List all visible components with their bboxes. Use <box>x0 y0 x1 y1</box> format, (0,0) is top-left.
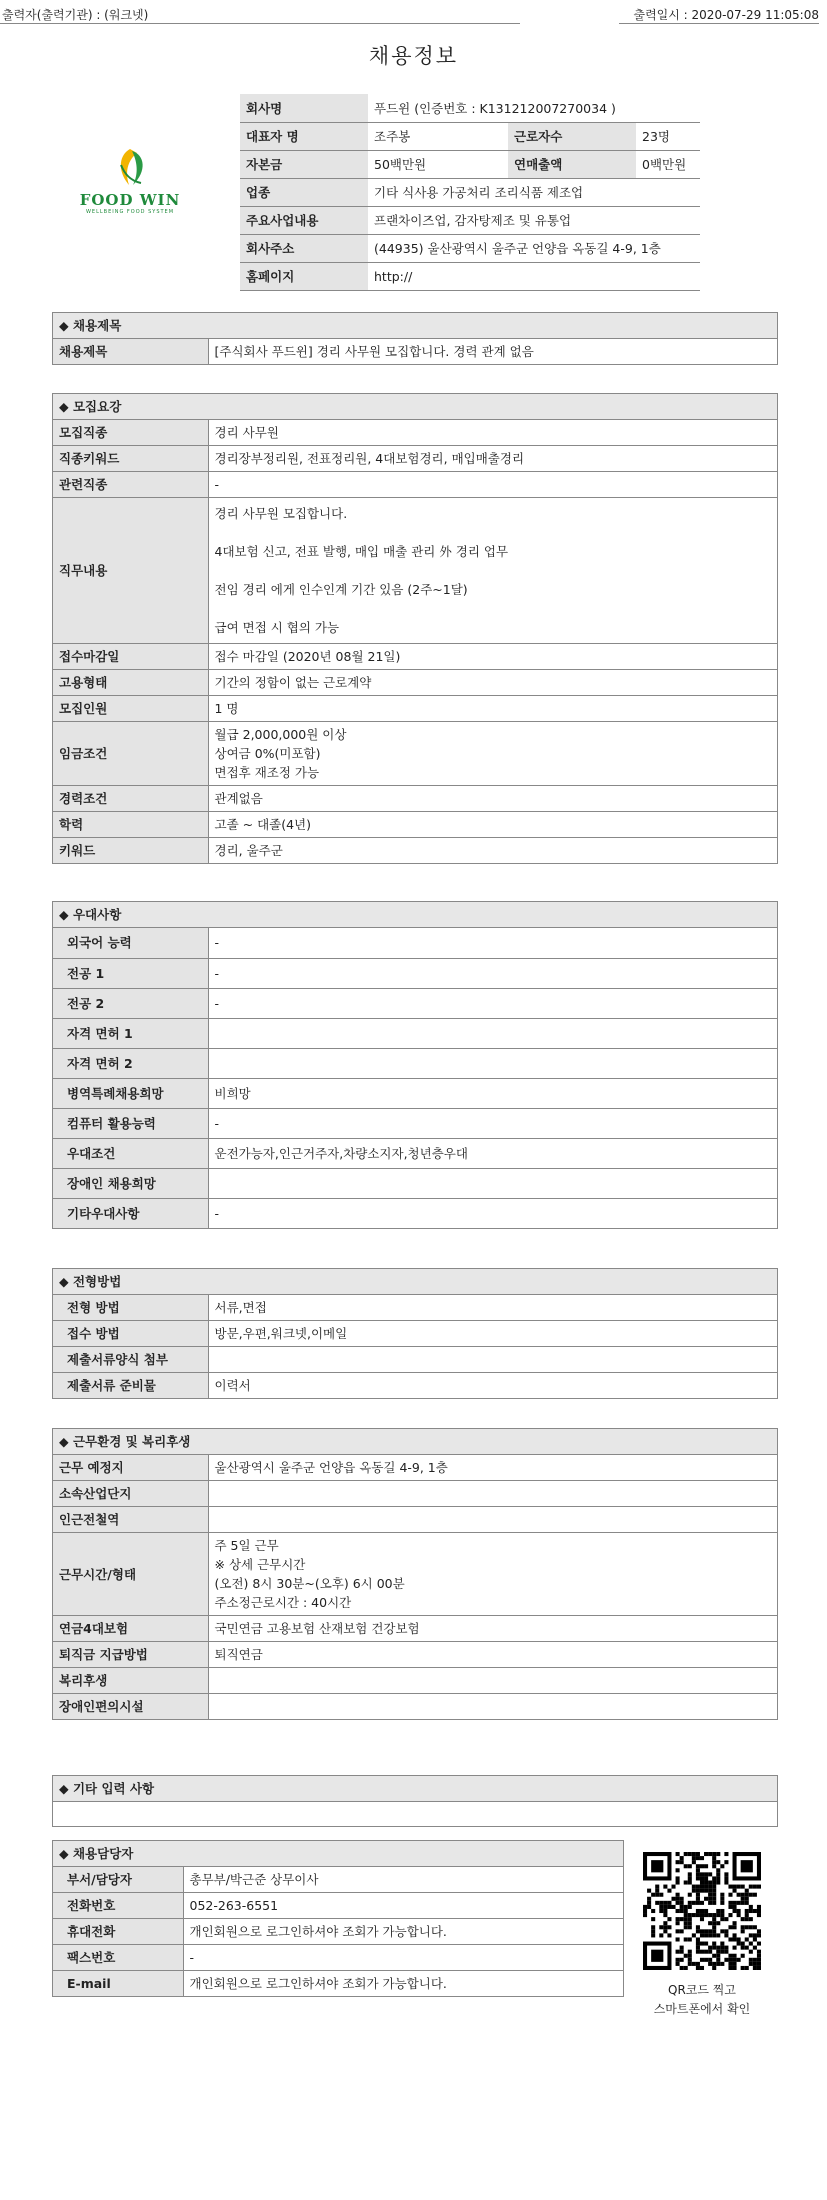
row-label: 기타우대사항 <box>53 1198 208 1228</box>
qr-code-icon[interactable] <box>643 1852 761 1970</box>
value-line: - <box>214 477 220 492</box>
row-label: 장애인편의시설 <box>53 1694 208 1720</box>
row-label: 인근전철역 <box>53 1507 208 1533</box>
row-label: 키워드 <box>53 838 208 864</box>
table-row <box>53 1373 777 1399</box>
other-section <box>52 1775 778 1827</box>
value-line: - <box>214 965 220 981</box>
page-title: 채용정보 <box>368 44 459 68</box>
row-label: 접수 방법 <box>53 1321 208 1347</box>
row-value <box>208 786 777 812</box>
table-row <box>53 1048 777 1078</box>
row-value <box>208 696 777 722</box>
row-label: 고용형태 <box>53 670 208 696</box>
value-line: 경리 사무원 모집합니다. <box>214 506 348 521</box>
row-value <box>208 1642 777 1668</box>
company-name-label: 회사명 <box>240 94 368 122</box>
value-line <box>215 1350 772 1369</box>
table-row <box>53 1945 623 1971</box>
value-line: 개인회원으로 로그인하셔야 조회가 가능합니다. <box>189 1924 447 1939</box>
row-value <box>208 812 777 838</box>
table-row <box>53 928 777 958</box>
section-heading: ◆ 기타 입력 사항 <box>53 1776 777 1802</box>
value-line: 기간의 정함이 없는 근로계약 <box>214 675 372 690</box>
capital-label: 자본금 <box>240 150 368 178</box>
value-line: 울산광역시 울주군 언양읍 옥동길 4-9, 1층 <box>214 1460 448 1475</box>
table-row <box>53 1867 623 1893</box>
row-label: 제출서류 준비물 <box>53 1373 208 1399</box>
row-value <box>208 1616 777 1642</box>
row-value <box>208 1018 777 1048</box>
value-line: 월급 2,000,000원 이상 <box>214 727 347 742</box>
value-line: 4대보험 신고, 전표 발행, 매입 매출 관리 外 경리 업무 <box>214 544 509 559</box>
row-label: 소속산업단지 <box>53 1481 208 1507</box>
value-line: 경리, 울주군 <box>214 843 283 858</box>
row-value <box>208 1321 777 1347</box>
row-value <box>208 1138 777 1168</box>
table-row <box>53 1295 777 1321</box>
table-row <box>53 1481 777 1507</box>
homepage-link[interactable]: http:// <box>368 262 700 290</box>
value-line <box>215 523 772 542</box>
row-value <box>208 988 777 1018</box>
capital-value: 50백만원 <box>368 150 508 178</box>
row-value <box>183 1893 623 1919</box>
row-label: 직종키워드 <box>53 446 208 472</box>
value-line <box>215 1484 772 1503</box>
table-row <box>53 420 777 446</box>
table-row <box>53 670 777 696</box>
value-line: ※ 상세 근무시간 <box>214 1557 306 1572</box>
food-win-leaf-icon <box>107 145 153 189</box>
value-line: 고졸 ~ 대졸(4년) <box>214 817 312 832</box>
table-row <box>53 472 777 498</box>
table-row <box>53 958 777 988</box>
table-row <box>53 1668 777 1694</box>
table-row <box>53 812 777 838</box>
row-value <box>208 1048 777 1078</box>
row-label: 외국어 능력 <box>53 928 208 958</box>
row-label: 학력 <box>53 812 208 838</box>
sales-label: 연매출액 <box>508 150 636 178</box>
value-line: - <box>214 995 220 1011</box>
table-row <box>53 786 777 812</box>
value-line: 서류,면접 <box>214 1300 267 1315</box>
address-value: (44935) 울산광역시 울주군 언양읍 옥동길 4-9, 1층 <box>368 234 700 262</box>
table-row <box>53 1455 777 1481</box>
value-line <box>215 1024 772 1043</box>
row-label: 연금4대보험 <box>53 1616 208 1642</box>
row-value <box>208 472 777 498</box>
value-line: 면접후 재조정 가능 <box>214 765 320 780</box>
qr-block <box>640 1852 764 2019</box>
row-label: 전화번호 <box>53 1893 183 1919</box>
value-line <box>215 1671 772 1690</box>
homepage-label: 홈페이지 <box>240 262 368 290</box>
row-label: 병역특례채용희망 <box>53 1078 208 1108</box>
row-label: 임금조건 <box>53 722 208 786</box>
row-value <box>183 1919 623 1945</box>
row-value: [주식회사 푸드윈] 경리 사무원 모집합니다. 경력 관계 없음 <box>214 344 534 359</box>
table-row <box>53 838 777 864</box>
row-label: 근무시간/형태 <box>53 1533 208 1616</box>
value-line: 전임 경리 에게 인수인계 기간 있음 (2주~1달) <box>214 582 468 597</box>
value-line: 주소정근로시간 : 40시간 <box>214 1595 352 1610</box>
row-value <box>183 1945 623 1971</box>
table-row <box>53 1198 777 1228</box>
value-line: 급여 면접 시 협의 가능 <box>214 620 340 635</box>
industry-value: 기타 식사용 가공처리 조리식품 제조업 <box>368 178 700 206</box>
row-value <box>208 722 777 786</box>
row-label: 전공 1 <box>53 958 208 988</box>
row-value <box>183 1867 623 1893</box>
row-label: 접수마감일 <box>53 644 208 670</box>
value-line: - <box>214 935 220 951</box>
employees-value: 23명 <box>636 122 700 150</box>
table-row <box>53 1642 777 1668</box>
section-heading: ◆ 우대사항 <box>53 902 777 928</box>
table-row <box>53 498 777 644</box>
company-name: 푸드윈 (인증번호 : K131212007270034 ) <box>368 94 700 122</box>
value-line: 상여금 0%(미포함) <box>214 746 321 761</box>
printed-by: 출력자(출력기관) : (워크넷) <box>2 8 149 22</box>
row-label: 복리후생 <box>53 1668 208 1694</box>
value-line <box>215 1510 772 1529</box>
value-line: 주 5일 근무 <box>214 1538 279 1553</box>
table-row <box>53 446 777 472</box>
row-value <box>208 498 777 644</box>
value-line <box>215 599 772 618</box>
table-row <box>53 1694 777 1720</box>
table-row <box>53 988 777 1018</box>
value-line: 관계없음 <box>214 791 263 806</box>
business-value: 프랜차이즈업, 감자탕제조 및 유통업 <box>368 206 700 234</box>
row-value <box>208 928 777 958</box>
value-line: - <box>214 1115 220 1131</box>
company-logo <box>60 145 200 225</box>
table-row <box>53 1321 777 1347</box>
row-value <box>208 1373 777 1399</box>
row-label: 퇴직금 지급방법 <box>53 1642 208 1668</box>
row-value <box>208 1078 777 1108</box>
row-label: 우대조건 <box>53 1138 208 1168</box>
row-label: 모집인원 <box>53 696 208 722</box>
table-row <box>53 1168 777 1198</box>
row-label: 경력조건 <box>53 786 208 812</box>
value-line: 경리 사무원 <box>214 425 279 440</box>
logo-brand: FOOD WIN <box>79 191 181 209</box>
row-value <box>183 1971 623 1997</box>
header-rule <box>0 23 520 24</box>
row-label: 자격 면허 2 <box>53 1048 208 1078</box>
table-row <box>53 1347 777 1373</box>
row-value <box>208 420 777 446</box>
employees-label: 근로자수 <box>508 122 636 150</box>
value-line: 총무부/박근준 상무이사 <box>189 1872 319 1887</box>
company-info-table <box>240 94 700 291</box>
value-line: 운전가능자,인근거주자,차량소지자,청년층우대 <box>214 1145 468 1161</box>
value-line: 접수 마감일 (2020년 08월 21일) <box>214 649 401 664</box>
table-row <box>53 1919 623 1945</box>
value-line: 퇴직연금 <box>214 1647 263 1662</box>
industry-label: 업종 <box>240 178 368 206</box>
value-line: 개인회원으로 로그인하셔야 조회가 가능합니다. <box>189 1976 447 1991</box>
row-value <box>208 1694 777 1720</box>
row-value <box>208 1481 777 1507</box>
value-line: - <box>214 1205 220 1221</box>
ceo-label: 대표자 명 <box>240 122 368 150</box>
table-row <box>53 1138 777 1168</box>
table-row <box>53 1893 623 1919</box>
table-row <box>53 722 777 786</box>
table-row <box>53 1971 623 1997</box>
preferences-section <box>52 901 778 1229</box>
section-heading: ◆ 채용담당자 <box>53 1841 623 1867</box>
contact-section <box>52 1840 624 1997</box>
table-row <box>53 696 777 722</box>
row-label: 전공 2 <box>53 988 208 1018</box>
row-label: 팩스번호 <box>53 1945 183 1971</box>
row-label: 직무내용 <box>53 498 208 644</box>
logo-tagline: WELLBEING FOOD SYSTEM <box>85 209 175 215</box>
row-label: 휴대전화 <box>53 1919 183 1945</box>
value-line: 비희망 <box>214 1085 251 1101</box>
sales-value: 0백만원 <box>636 150 700 178</box>
job-title-section <box>52 312 778 365</box>
row-value <box>208 1347 777 1373</box>
table-row <box>53 1533 777 1616</box>
header-rule-right <box>619 23 819 24</box>
row-value <box>208 670 777 696</box>
value-line: - <box>189 1950 195 1965</box>
table-row <box>53 1507 777 1533</box>
value-line: 1 명 <box>214 701 239 716</box>
business-label: 주요사업내용 <box>240 206 368 234</box>
printed-at: 출력일시 : 2020-07-29 11:05:08 <box>633 8 819 22</box>
row-value <box>208 838 777 864</box>
selection-section <box>52 1268 778 1399</box>
row-label: E-mail <box>53 1971 183 1997</box>
row-value <box>208 958 777 988</box>
section-heading: ◆ 채용제목 <box>53 313 777 339</box>
value-line <box>215 1054 772 1073</box>
value-line: (오전) 8시 30분~(오후) 6시 00분 <box>214 1576 405 1591</box>
value-line <box>215 1697 772 1716</box>
section-heading: ◆ 모집요강 <box>53 394 777 420</box>
row-label: 채용제목 <box>53 339 208 364</box>
row-value <box>208 1168 777 1198</box>
row-value <box>208 1295 777 1321</box>
qr-caption-1: QR코드 찍고 <box>668 1983 736 1997</box>
row-value <box>208 446 777 472</box>
value-line: 052-263-6551 <box>189 1898 279 1913</box>
row-label: 관련직종 <box>53 472 208 498</box>
row-label: 장애인 채용희망 <box>53 1168 208 1198</box>
value-line: 이력서 <box>214 1378 251 1393</box>
row-label: 근무 예정지 <box>53 1455 208 1481</box>
row-label: 컴퓨터 활용능력 <box>53 1108 208 1138</box>
row-value <box>208 1455 777 1481</box>
requirements-section <box>52 393 778 864</box>
value-line: 경리장부정리원, 전표정리원, 4대보험경리, 매입매출경리 <box>214 451 525 466</box>
value-line <box>215 561 772 580</box>
table-row <box>53 1018 777 1048</box>
value-line: 방문,우편,워크넷,이메일 <box>214 1326 348 1341</box>
workplace-section <box>52 1428 778 1720</box>
row-label: 자격 면허 1 <box>53 1018 208 1048</box>
row-value <box>208 1507 777 1533</box>
table-row <box>53 644 777 670</box>
value-line: 국민연금 고용보험 산재보험 건강보험 <box>214 1621 420 1636</box>
row-value <box>208 644 777 670</box>
table-row <box>53 1078 777 1108</box>
ceo-value: 조주봉 <box>368 122 508 150</box>
row-value <box>208 1108 777 1138</box>
row-value <box>208 1198 777 1228</box>
row-label: 모집직종 <box>53 420 208 446</box>
print-header <box>0 6 827 24</box>
row-value <box>208 1668 777 1694</box>
section-heading: ◆ 근무환경 및 복리후생 <box>53 1429 777 1455</box>
value-line <box>215 1174 772 1193</box>
address-label: 회사주소 <box>240 234 368 262</box>
section-heading: ◆ 전형방법 <box>53 1269 777 1295</box>
qr-caption-2: 스마트폰에서 확인 <box>653 2002 751 2016</box>
row-label: 제출서류양식 첨부 <box>53 1347 208 1373</box>
table-row <box>53 1616 777 1642</box>
table-row <box>53 1108 777 1138</box>
row-value <box>208 1533 777 1616</box>
row-label: 부서/담당자 <box>53 1867 183 1893</box>
row-label: 전형 방법 <box>53 1295 208 1321</box>
